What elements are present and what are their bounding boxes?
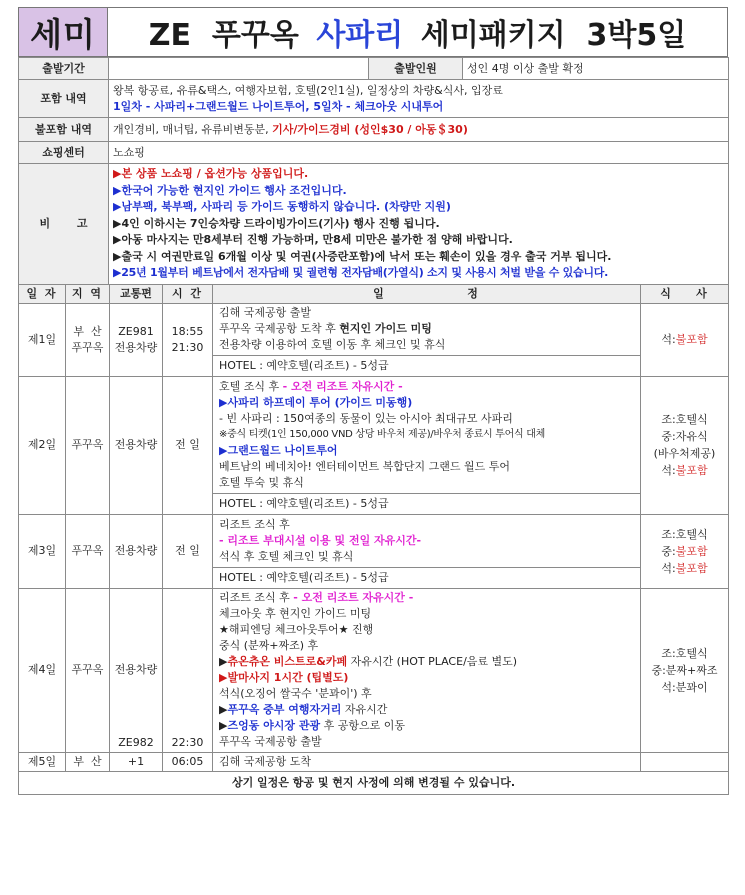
itinerary-line: 리조트 조식 후 - 오전 리조트 자유시간 -	[219, 590, 414, 604]
itinerary-line: ★해피엔딩 체크아웃투어★ 진행	[219, 622, 374, 636]
itinerary-line: ▶즈엉동 야시장 관광 후 공항으로 이동	[219, 718, 406, 732]
day-transport: +1	[110, 752, 163, 771]
day-row-4	[19, 588, 729, 752]
day-time: 전 일	[163, 514, 213, 588]
time-line: 18:55	[171, 324, 204, 338]
transport-line: 전용차량	[114, 663, 158, 676]
people-label: 출발인원	[369, 58, 463, 80]
note-item: ▶출국 시 여권만료일 6개월 이상 및 여권(사증란포함)에 낙서 또는 훼손이 있을 경우 출국 거부 됩니다.	[113, 249, 612, 263]
itinerary-line: 리조트 조식 후	[219, 517, 290, 531]
itinerary-line: 푸꾸옥 국제공항 도착 후 현지인 가이드 미팅	[219, 321, 432, 335]
page-title	[108, 8, 727, 56]
day-row-1	[19, 303, 729, 376]
header-transport: 교통편	[110, 284, 163, 303]
day-transport: 전용차량	[110, 376, 163, 514]
itinerary-line: 체크아웃 후 현지인 가이드 미팅	[219, 606, 372, 620]
day-itinerary	[213, 303, 641, 376]
schedule-table	[18, 284, 729, 795]
departure-value	[109, 58, 369, 80]
day-label: 제3일	[19, 514, 66, 588]
day-time: 전 일	[163, 376, 213, 514]
meal-line: 조:호텔식	[661, 413, 708, 426]
itinerary-line: 전용차량 이용하여 호텔 이동 후 체크인 및 휴식	[219, 337, 446, 351]
day-label: 제4일	[19, 588, 66, 752]
hotel-info: HOTEL : 예약호텔(리조트) - 5성급	[213, 493, 640, 514]
itinerary-sheet	[18, 7, 728, 795]
day-label: 제5일	[19, 752, 66, 771]
departure-label: 출발기간	[19, 58, 109, 80]
title-bar	[18, 7, 728, 57]
day-region	[66, 303, 110, 376]
included-cell	[109, 80, 729, 118]
meal-line: 중:불포함	[661, 544, 708, 558]
itinerary-line: - 리조트 부대시설 이용 및 전일 자유시간-	[219, 533, 422, 547]
excluded-label: 불포함 내역	[19, 118, 109, 142]
day-meal	[641, 376, 729, 514]
region-line: 부 산	[73, 324, 102, 338]
day-row-2	[19, 376, 729, 514]
itinerary-line: 호텔 투숙 및 휴식	[219, 475, 304, 489]
day-label: 제2일	[19, 376, 66, 514]
header-itinerary: 일 정	[213, 284, 641, 303]
hotel-info: HOTEL : 예약호텔(리조트) - 5성급	[213, 355, 640, 376]
day-transport: 전용차량	[110, 514, 163, 588]
title-highlight: 사파리	[316, 18, 404, 53]
meal-excluded: 불포함	[675, 333, 708, 346]
note-item: ▶4인 이하시는 7인승차량 드라이빙가이드(기사) 행사 진행 됩니다.	[113, 216, 440, 230]
header-time: 시 간	[163, 284, 213, 303]
meal-line: (바우처제공)	[653, 447, 716, 460]
note-item: ▶한국어 가능한 현지인 가이드 행사 조건입니다.	[113, 183, 347, 197]
itinerary-line: 중식 (분짜+짜조) 후	[219, 638, 319, 652]
time-line: 21:30	[171, 340, 204, 354]
meal-line: 석:불포함	[661, 464, 708, 477]
excluded-cell	[109, 118, 729, 142]
itinerary-line: ▶발마사지 1시간 (팁별도)	[219, 670, 349, 684]
shopping-value: 노쇼핑	[109, 142, 729, 164]
day-meal	[641, 303, 729, 376]
meal-line: 석:불포함	[661, 561, 708, 575]
meal-line: 석:분꽈이	[661, 680, 708, 694]
day-transport	[110, 588, 163, 752]
itinerary-line: 석식 후 호텔 체크인 및 휴식	[219, 549, 354, 563]
itinerary-line: 베트남의 베네치아! 엔터테이먼트 복합단지 그랜드 월드 투어	[219, 459, 511, 473]
day-transport	[110, 303, 163, 376]
note-item: ▶아동 마사지는 만8세부터 진행 가능하며, 만8세 미만은 불가한 점 양해 바랍니다.	[113, 233, 513, 246]
header-region: 지 역	[66, 284, 110, 303]
transport-line: 전용차량	[114, 340, 158, 354]
day-region: 푸꾸옥	[66, 514, 110, 588]
day-itinerary: 김해 국제공항 도착	[213, 752, 641, 771]
day-region: 푸꾸옥	[66, 588, 110, 752]
day-region: 부 산	[66, 752, 110, 771]
included-line1: 왕복 항공료, 유류&택스, 여행자보험, 호텔(2인1실), 일정상의 차량&식사, 입장료	[113, 83, 503, 97]
itinerary-line: ▶푸꾸옥 중부 여행자거리 자유시간	[219, 702, 388, 716]
day-row-3	[19, 514, 729, 588]
meal-line: 중:분짜+짜조	[651, 663, 718, 677]
day-itinerary	[213, 588, 641, 752]
included-line2: 1일차 - 사파리+그랜드월드 나이트투어, 5일차 - 체크아웃 시내투어	[113, 99, 444, 113]
notes-label: 비 고	[19, 164, 109, 285]
notes-cell	[109, 164, 729, 285]
meal-line: 조:호텔식	[661, 527, 708, 541]
itinerary-line: ▶그랜드월드 나이트투어	[219, 443, 338, 457]
note-item: ▶남부팩, 북부팩, 사파리 등 가이드 동행하지 않습니다. (차량만 지원)	[113, 200, 451, 213]
day-time	[163, 303, 213, 376]
header-meal: 식 사	[641, 284, 729, 303]
day-region: 푸꾸옥	[66, 376, 110, 514]
time-line: 22:30	[171, 735, 204, 749]
transport-line: ZE981	[118, 324, 154, 338]
day-itinerary	[213, 376, 641, 514]
day-row-5	[19, 752, 729, 771]
region-line: 푸꾸옥	[71, 340, 104, 354]
day-meal	[641, 588, 729, 752]
title-prefix: ZE 푸꾸옥	[148, 18, 310, 53]
day-itinerary	[213, 514, 641, 588]
hotel-info: HOTEL : 예약호텔(리조트) - 5성급	[213, 567, 640, 588]
included-label: 포함 내역	[19, 80, 109, 118]
day-time	[163, 588, 213, 752]
meal-prefix: 석:	[661, 333, 676, 346]
note-item: ▶25년 1월부터 베트남에서 전자담배 및 궐련형 전자담배(가열식) 소지 및 사용시 처벌 받을 수 있습니다.	[113, 266, 609, 279]
itinerary-line: 호텔 조식 후 - 오전 리조트 자유시간 -	[219, 379, 403, 393]
header-day: 일 자	[19, 284, 66, 303]
shopping-label: 쇼핑센터	[19, 142, 109, 164]
itinerary-line: 김해 국제공항 출발	[219, 305, 312, 319]
day-meal	[641, 752, 729, 771]
itinerary-line: ▶츄온츄온 비스트로&카페 자유시간 (HOT PLACE/음료 별도)	[219, 654, 518, 668]
itinerary-line: 푸꾸옥 국제공항 출발	[219, 734, 322, 748]
excluded-guide-fee: 기사/가이드경비 (성인$30 / 아동＄30)	[272, 122, 468, 136]
meal-line: 중:자유식	[661, 430, 708, 443]
itinerary-line: ※중식 티켓(1인 150,000 VND 상당 바우처 제공)/바우처 종료시 투어식 대체	[219, 428, 545, 440]
title-brand: 세미	[19, 8, 108, 56]
itinerary-line: ▶사파리 하프데이 투어 (가이드 미동행)	[219, 395, 413, 409]
meal-line: 조:호텔식	[661, 646, 708, 660]
day-label: 제1일	[19, 303, 66, 376]
footer-note: 상기 일정은 항공 및 현지 사정에 의해 변경될 수 있습니다.	[19, 771, 729, 794]
itinerary-line: - 빈 사파리 : 150여종의 동물이 있는 아시아 최대규모 사파리	[219, 411, 513, 425]
info-table	[18, 57, 729, 285]
day-meal	[641, 514, 729, 588]
excluded-plain: 개인경비, 매너팁, 유류비변동분,	[113, 122, 273, 136]
note-item: ▶본 상품 노쇼핑 / 옵션가능 상품입니다.	[113, 167, 309, 180]
people-value: 성인 4명 이상 출발 확정	[463, 58, 729, 80]
transport-line: ZE982	[118, 735, 154, 749]
title-suffix: 세미패키지 3박5일	[410, 18, 687, 53]
itinerary-line: 석식(오징어 쌀국수 '분꽈이') 후	[219, 686, 372, 700]
day-time: 06:05	[163, 752, 213, 771]
